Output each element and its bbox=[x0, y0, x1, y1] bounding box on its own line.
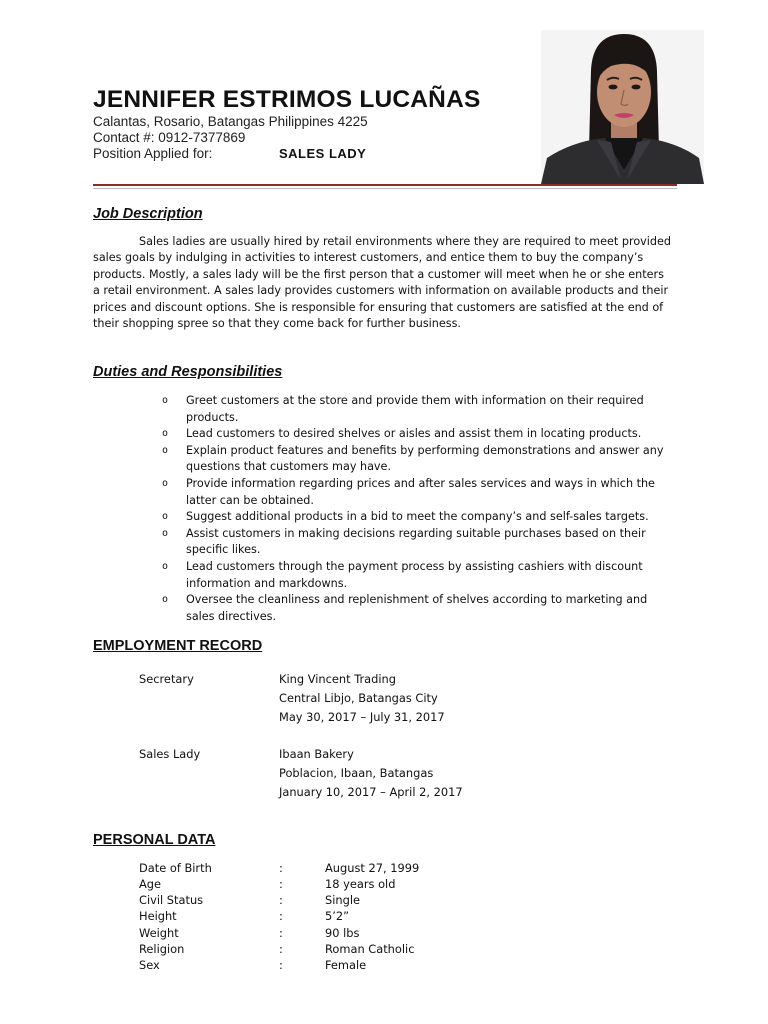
duty-item bbox=[158, 559, 678, 592]
personal-separator: : bbox=[279, 877, 283, 891]
duty-text: Explain product features and benefits by performing demonstrations and answer any questions that customers may have. bbox=[186, 443, 664, 474]
personal-value: 90 lbs bbox=[325, 926, 360, 940]
duty-item bbox=[158, 592, 678, 625]
personal-label: Civil Status bbox=[139, 893, 204, 907]
bullet-icon: o bbox=[162, 560, 169, 572]
job-description-heading: Job Description bbox=[93, 206, 203, 222]
bullet-icon: o bbox=[162, 511, 169, 523]
duty-text: Lead customers to desired shelves or aisles and assist them in locating products. bbox=[186, 427, 642, 441]
employment-company: King Vincent Trading bbox=[279, 672, 396, 686]
duty-item bbox=[158, 426, 678, 443]
personal-separator: : bbox=[279, 958, 283, 972]
personal-value: 18 years old bbox=[325, 877, 396, 891]
personal-value: Female bbox=[325, 958, 367, 972]
duty-text: Lead customers through the payment process by assisting cashiers with discount information and markdowns. bbox=[186, 559, 643, 590]
duty-item bbox=[158, 393, 678, 426]
job-description-body: Sales ladies are usually hired by retail environments where they are required to meet provided sales goals by indulging in activities to interest customers, and entice them to buy the company’s products. Mostly, a sales lady will be the first person that a customer will meet when he or she enters a retail environment. A sales lady provides customers with information on available products and their prices and discount options. She is responsible for ensuring that customers are satisfied at the end of their shopping spree so that they come back for further business. bbox=[93, 235, 671, 331]
personal-label: Sex bbox=[139, 958, 160, 972]
personal-value: Roman Catholic bbox=[325, 942, 415, 956]
job-description-text bbox=[93, 234, 673, 332]
personal-separator: : bbox=[279, 926, 283, 940]
bullet-icon: o bbox=[162, 428, 169, 440]
personal-separator: : bbox=[279, 861, 283, 875]
employment-company: Ibaan Bakery bbox=[279, 747, 354, 761]
employment-position: Sales Lady bbox=[139, 747, 201, 761]
personal-label: Religion bbox=[139, 942, 185, 956]
duty-text: Suggest additional products in a bid to meet the company’s and self-sales targets. bbox=[186, 510, 649, 524]
header-rule-thin bbox=[93, 188, 677, 189]
employment-position: Secretary bbox=[139, 672, 194, 686]
applicant-photo bbox=[541, 30, 704, 184]
contact-number: Contact #: 0912-7377869 bbox=[93, 130, 246, 145]
duty-text: Greet customers at the store and provide them with information on their required products. bbox=[186, 394, 644, 424]
personal-separator: : bbox=[279, 893, 283, 907]
employment-heading: EMPLOYMENT RECORD bbox=[93, 638, 263, 654]
duty-text: Oversee the cleanliness and replenishment of shelves according to marketing and sales directives. bbox=[186, 593, 648, 623]
duty-item bbox=[158, 443, 678, 476]
personal-separator: : bbox=[279, 942, 283, 956]
duties-heading: Duties and Responsibilities bbox=[93, 364, 283, 380]
bullet-icon: o bbox=[162, 594, 169, 606]
personal-value: August 27, 1999 bbox=[325, 861, 420, 875]
duty-item bbox=[158, 476, 678, 509]
bullet-icon: o bbox=[162, 477, 169, 489]
personal-label: Height bbox=[139, 909, 177, 923]
employment-location: Central Libjo, Batangas City bbox=[279, 691, 438, 705]
applicant-name: JENNIFER ESTRIMOS LUCAÑAS bbox=[93, 86, 481, 113]
duty-text: Provide information regarding prices and after sales services and ways in which the latter can be obtained. bbox=[186, 476, 655, 507]
personal-data-heading: PERSONAL DATA bbox=[93, 832, 216, 848]
personal-label: Date of Birth bbox=[139, 861, 212, 875]
position-value: SALES LADY bbox=[279, 146, 367, 161]
duty-item bbox=[158, 526, 678, 559]
duties-list bbox=[158, 393, 678, 625]
duty-text: Assist customers in making decisions regarding suitable purchases based on their specific likes. bbox=[186, 526, 646, 557]
bullet-icon: o bbox=[162, 527, 169, 539]
bullet-icon: o bbox=[162, 444, 169, 456]
employment-location: Poblacion, Ibaan, Batangas bbox=[279, 766, 434, 780]
personal-value: Single bbox=[325, 893, 361, 907]
header-rule bbox=[93, 184, 677, 186]
employment-dates: May 30, 2017 – July 31, 2017 bbox=[279, 710, 445, 724]
position-label: Position Applied for: bbox=[93, 146, 213, 161]
employment-dates: January 10, 2017 – April 2, 2017 bbox=[279, 785, 463, 799]
personal-label: Weight bbox=[139, 926, 179, 940]
address: Calantas, Rosario, Batangas Philippines 4225 bbox=[93, 114, 368, 129]
personal-separator: : bbox=[279, 909, 283, 923]
duty-item bbox=[158, 509, 678, 526]
personal-value: 5’2” bbox=[325, 909, 350, 923]
personal-label: Age bbox=[139, 877, 162, 891]
bullet-icon: o bbox=[162, 395, 169, 406]
